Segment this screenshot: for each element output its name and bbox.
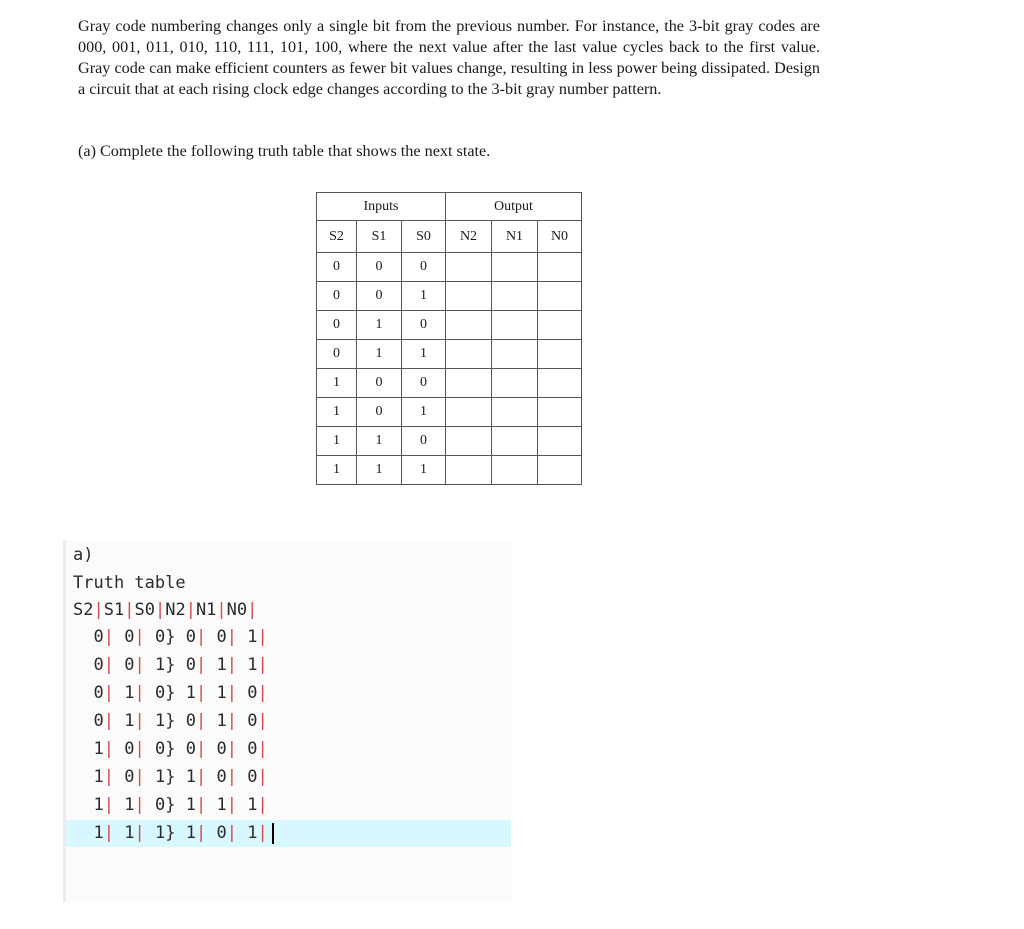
answer-cell: 1 [216,711,227,731]
output-cell[interactable] [446,253,492,282]
separator: | [134,767,145,787]
separator: | [103,683,114,703]
separator: | [257,655,268,675]
input-cell: 0 [357,398,402,427]
answer-cell: 1 [93,795,104,815]
output-group-header: Output [446,193,582,221]
output-cell[interactable] [538,311,582,340]
separator: | [226,739,237,759]
separator: | [195,739,207,759]
answer-cell: 1 [216,795,227,815]
column-header: N1 [492,221,538,253]
answer-cell: 0 [216,767,227,787]
separator: | [103,655,114,675]
separator: | [195,767,207,787]
output-cell[interactable] [446,456,492,485]
input-cell: 0 [402,253,446,282]
answer-row [73,792,268,819]
table-row [317,253,582,282]
separator: | [103,795,114,815]
answer-cell: 1 [247,655,258,675]
separator: | [226,627,237,647]
answer-cell: 1 [93,739,104,759]
separator: | [195,655,207,675]
input-cell: 1 [357,427,402,456]
separator: | [226,767,237,787]
answer-cell: 0 [93,655,104,675]
input-cell: 0 [357,253,402,282]
separator: | [257,767,268,787]
output-cell[interactable] [446,282,492,311]
input-cell: 0 [317,340,357,369]
output-cell[interactable] [538,398,582,427]
input-cell: 1 [317,398,357,427]
separator: | [134,655,145,675]
inputs-group-header: Inputs [317,193,446,221]
answer-cell: 1 [247,627,258,647]
answer-cell: 0 [93,683,104,703]
output-cell[interactable] [492,369,538,398]
answer-label: a) [73,545,94,565]
separator: | [226,711,237,731]
answer-cell: 1} [154,655,176,675]
output-cell[interactable] [538,253,582,282]
table-row [317,369,582,398]
separator: | [134,627,145,647]
answer-cell: 1 [216,655,227,675]
answer-cell: 1} [154,767,176,787]
answer-cell: 1} [154,823,176,843]
answer-cell: 1 [185,795,196,815]
output-cell[interactable] [446,369,492,398]
input-cell: 1 [402,340,446,369]
output-cell[interactable] [492,282,538,311]
output-cell[interactable] [492,427,538,456]
input-cell: 0 [317,282,357,311]
separator: | [134,739,145,759]
answer-cell: 1 [93,767,104,787]
answer-cell: 1 [247,795,258,815]
output-cell[interactable] [446,398,492,427]
input-cell: 0 [357,282,402,311]
separator: | [257,683,268,703]
input-cell: 0 [402,427,446,456]
answer-cell: 0 [247,683,258,703]
input-cell: 1 [357,456,402,485]
answer-cell: 0 [247,767,258,787]
answer-row [73,652,268,679]
separator: | [124,600,135,620]
input-cell: 1 [402,398,446,427]
separator: | [195,823,207,843]
table-row [317,456,582,485]
answer-title: Truth table [73,573,186,593]
answer-code-block[interactable] [63,540,511,902]
separator: | [103,767,114,787]
table-row [317,282,582,311]
answer-row [66,820,511,847]
output-cell[interactable] [538,369,582,398]
answer-cell: 0 [216,823,227,843]
table-row [317,311,582,340]
separator: | [93,600,104,620]
answer-cell: 0} [154,627,176,647]
separator: | [103,823,114,843]
output-cell[interactable] [538,340,582,369]
separator: | [226,655,237,675]
answer-cell: 0} [154,739,176,759]
output-cell[interactable] [492,253,538,282]
separator: | [226,795,237,815]
answer-row [73,708,268,735]
column-header: S0 [402,221,446,253]
answer-header-row [73,597,257,624]
answer-cell: 0 [185,627,196,647]
input-cell: 0 [317,253,357,282]
separator: | [216,600,227,620]
separator: | [226,683,237,703]
output-cell[interactable] [538,456,582,485]
header-cell: S0 [134,600,155,620]
input-cell: 1 [357,340,402,369]
table-row [317,427,582,456]
answer-cell: 1 [185,683,196,703]
input-cell: 0 [402,369,446,398]
separator: | [134,823,145,843]
answer-row [73,624,268,651]
answer-cell: 1 [124,795,135,815]
header-cell: N0 [226,600,248,620]
separator: | [103,711,114,731]
separator: | [103,627,114,647]
separator: | [134,683,145,703]
separator: | [134,795,145,815]
output-cell[interactable] [492,311,538,340]
output-cell[interactable] [538,427,582,456]
header-cell: N2 [165,600,186,620]
separator: | [257,795,268,815]
separator: | [154,600,166,620]
separator: | [247,600,258,620]
output-cell[interactable] [446,311,492,340]
answer-cell: 0 [216,739,227,759]
answer-row [73,736,268,763]
answer-cell: 0 [124,739,135,759]
separator: | [195,683,207,703]
header-cell: S2 [73,600,94,620]
answer-cell: 0} [154,683,176,703]
header-cell: N1 [195,600,217,620]
separator: | [195,627,207,647]
column-header: S1 [357,221,402,253]
table-row [317,398,582,427]
input-cell: 1 [357,311,402,340]
answer-cell: 0 [216,627,227,647]
separator: | [257,739,268,759]
truth-table [316,192,582,485]
answer-cell: 1 [247,823,258,843]
input-cell: 1 [402,456,446,485]
text-cursor [272,823,274,844]
answer-cell: 1 [185,767,196,787]
input-cell: 0 [317,311,357,340]
answer-cell: 1 [124,683,135,703]
output-cell[interactable] [492,398,538,427]
input-cell: 1 [317,427,357,456]
input-cell: 0 [402,311,446,340]
separator: | [257,627,268,647]
input-cell: 1 [317,456,357,485]
output-cell[interactable] [492,456,538,485]
table-row [317,340,582,369]
separator: | [195,795,207,815]
answer-cell: 0 [93,711,104,731]
answer-cell: 1 [216,683,227,703]
column-header: N0 [538,221,582,253]
part-a-prompt: (a) Complete the following truth table that shows the next state. [78,142,491,160]
separator: | [103,739,114,759]
separator: | [226,823,237,843]
answer-row [73,680,268,707]
separator: | [185,600,196,620]
answer-cell: 0 [247,711,258,731]
input-cell: 1 [317,369,357,398]
input-cell: 1 [402,282,446,311]
answer-cell: 0 [124,767,135,787]
output-cell[interactable] [446,427,492,456]
answer-cell: 0 [185,655,196,675]
answer-cell: 0 [93,627,104,647]
separator: | [257,711,268,731]
input-cell: 0 [357,369,402,398]
answer-cell: 0 [124,627,135,647]
separator: | [134,711,145,731]
answer-cell: 0} [154,795,176,815]
output-cell[interactable] [492,340,538,369]
answer-cell: 1 [93,823,104,843]
output-cell[interactable] [538,282,582,311]
output-cell[interactable] [446,340,492,369]
answer-cell: 0 [185,711,196,731]
separator: | [257,823,268,843]
answer-cell: 1} [154,711,176,731]
header-cell: S1 [103,600,125,620]
answer-cell: 1 [124,711,135,731]
answer-cell: 0 [185,739,196,759]
answer-cell: 1 [124,823,135,843]
column-header: S2 [317,221,357,253]
answer-row [73,764,268,791]
answer-cell: 0 [124,655,135,675]
answer-cell: 0 [247,739,258,759]
problem-statement: Gray code numbering changes only a single bit from the previous number. For instance, the 3-bit gray codes are 000, 001, 011, 010, 110, 111, 101, 100, where the next value after the last value cycles back to the first value. Gray code can make efficient counters as fewer bit values change, resulting in less power being dissipated. Design a circuit that at each rising clock edge changes according to the 3-bit gray number pattern. [78,17,820,98]
answer-cell: 1 [185,823,196,843]
column-header: N2 [446,221,492,253]
separator: | [195,711,207,731]
